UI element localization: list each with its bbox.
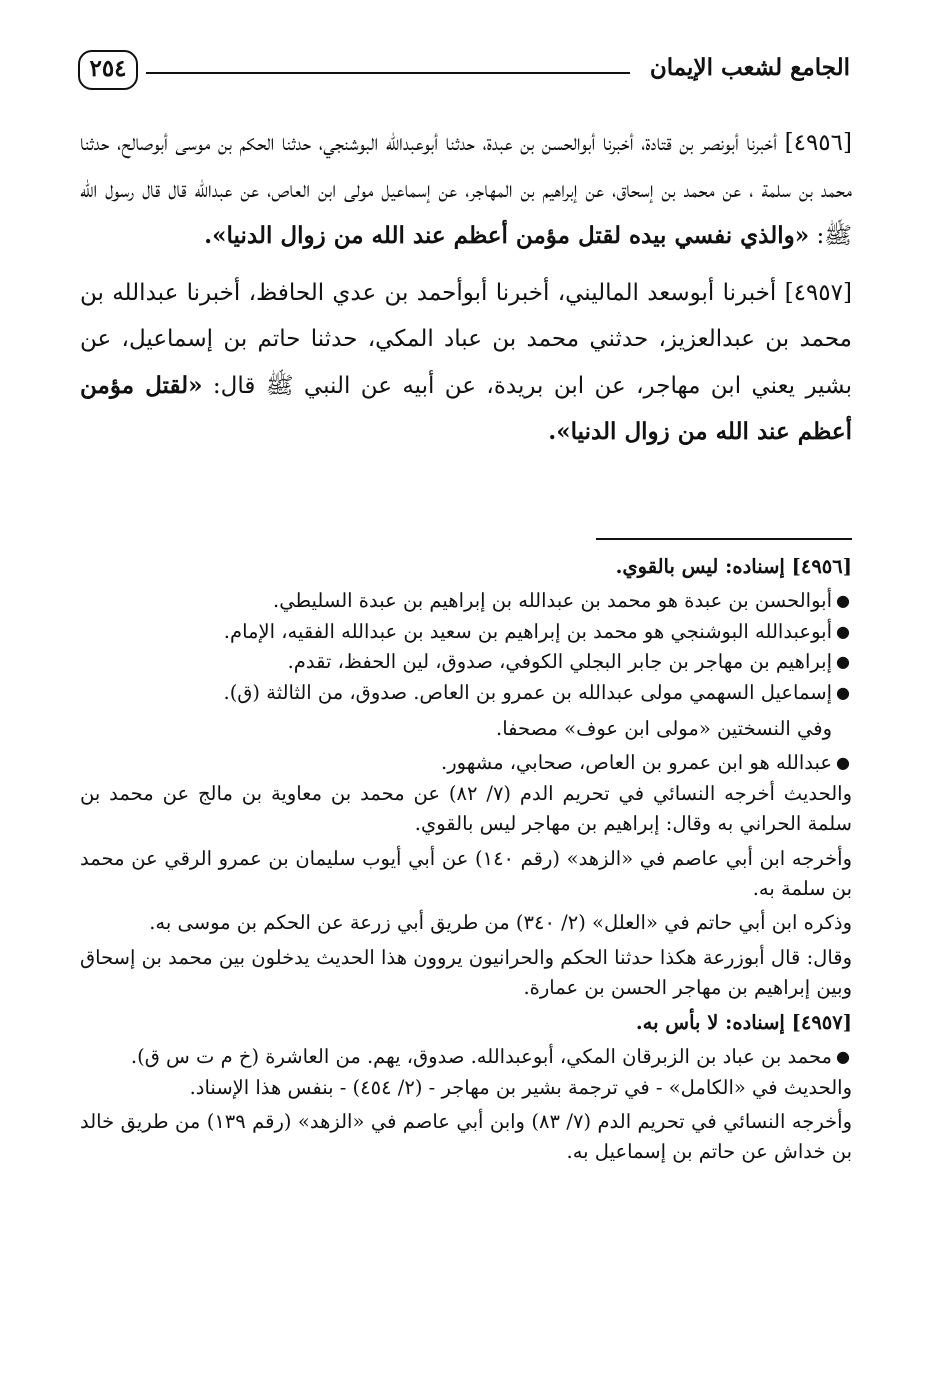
footnotes	[80, 552, 852, 1172]
note-paragraph: وأخرجه النسائي في تحريم الدم (٧/ ٨٣) وابن أبي عاصم في «الزهد» (رقم ١٣٩) من طريق خالد بن خداش عن حاتم بن إسماعيل به.	[80, 1109, 852, 1164]
bullet-icon: ●	[836, 591, 850, 611]
hadith-number: [٤٩٥٧]	[784, 279, 852, 306]
running-title: الجامع لشعب الإيمان	[649, 54, 850, 81]
bullet-icon: ●	[836, 621, 850, 641]
note-bullet	[80, 678, 852, 708]
note-text: أبوعبدالله البوشنجي هو محمد بن إبراهيم بن سعيد بن عبدالله الفقيه، الإمام.	[223, 619, 832, 643]
note-paragraph: وأخرجه ابن أبي عاصم في «الزهد» (رقم ١٤٠) عن أبي أيوب سليمان بن عمرو الرقي عن محمد بن سلمة به.	[80, 846, 853, 901]
main-text	[80, 120, 852, 466]
page-number: ٢٥٤	[78, 50, 138, 90]
hadith-number: [٤٩٥٦]	[784, 130, 852, 156]
hadith-4957	[80, 270, 852, 456]
note-bullet	[80, 1042, 852, 1072]
bullet-icon: ●	[836, 652, 850, 672]
bullet-icon: ●	[836, 753, 850, 773]
note-bullet	[80, 586, 852, 616]
note-text: إسماعيل السهمي مولى عبدالله بن عمرو بن العاص. صدوق، من الثالثة (ق).	[223, 680, 832, 704]
header-rule	[146, 72, 630, 74]
bullet-icon: ●	[836, 682, 850, 702]
footnote-separator	[596, 538, 852, 540]
note-heading-4957: [٤٩٥٧] إسناده: لا بأس به.	[635, 1010, 852, 1034]
note-text: أبوالحسن بن عبدة هو محمد بن عبدالله بن إبراهيم بن عبدة السليطي.	[273, 589, 832, 613]
page-header	[78, 50, 850, 100]
hadith-text: أخبرنا أبونصر بن قتادة، أخبرنا أبوالحسن بن عبدة، حدثنا أبوعبدالله البوشنجي، حدثنا الحكم بن موسى أبوصالح، حدثنا محمد بن سلمة ، عن محمد بن إسحاق، عن إبراهيم بن المهاجر، عن إسماعيل مولى ابن العاص، عن عبدالله قال قال رسول الله ﷺ:	[80, 130, 852, 249]
note-bullet	[80, 647, 852, 677]
hadith-4956	[80, 120, 852, 260]
note-paragraph: والحديث أخرجه النسائي في تحريم الدم (٧/ ٨٢) عن محمد بن معاوية بن مالج عن محمد بن سلمة الحراني به وقال: إبراهيم بن مهاجر ليس بالقوي.	[80, 781, 852, 836]
hadith-quote: «لقتل مؤمن أعظم عند الله من زوال الدنيا».	[80, 371, 852, 445]
note-text: إبراهيم بن مهاجر بن جابر البجلي الكوفي، صدوق، لين الحفظ، تقدم.	[287, 650, 832, 674]
note-text: عبدالله هو ابن عمرو بن العاص، صحابي، مشهور.	[441, 751, 832, 775]
note-paragraph: وقال: قال أبوزرعة هكذا حدثنا الحكم والحرانيون يروون هذا الحديث يدخلون بين محمد بن إسحاق وبين إبراهيم بن مهاجر الحسن بن عمارة.	[80, 945, 852, 1000]
note-text: محمد بن عباد بن الزبرقان المكي، أبوعبدالله. صدوق، يهم. من العاشرة (خ م ت س ق).	[130, 1045, 832, 1069]
hadith-text: أخبرنا أبوسعد الماليني، أخبرنا أبوأحمد بن عدي الحافظ، أخبرنا عبدالله بن محمد بن عبدالعزيز، حدثني محمد بن عباد المكي، حدثنا حاتم بن إسماعيل، عن بشير يعني ابن مهاجر، عن ابن بريدة، عن أبيه عن النبي ﷺ قال:	[80, 279, 853, 399]
note-heading-4956: [٤٩٥٦] إسناده: ليس بالقوي.	[615, 555, 852, 578]
note-paragraph: والحديث في «الكامل» - في ترجمة بشير بن مهاجر - (٢/ ٤٥٤) - بنفس هذا الإسناد.	[189, 1075, 852, 1099]
note-bullet	[80, 748, 852, 778]
note-remark: وفي النسختين «مولى ابن عوف» مصحفا.	[496, 717, 832, 741]
note-bullet	[80, 617, 852, 647]
note-paragraph: وذكره ابن أبي حاتم في «العلل» (٢/ ٣٤٠) من طريق أبي زرعة عن الحكم بن موسى به.	[149, 911, 852, 935]
bullet-icon: ●	[836, 1047, 850, 1067]
hadith-quote: «والذي نفسي بيده لقتل مؤمن أعظم عند الله من زوال الدنيا».	[204, 222, 810, 249]
